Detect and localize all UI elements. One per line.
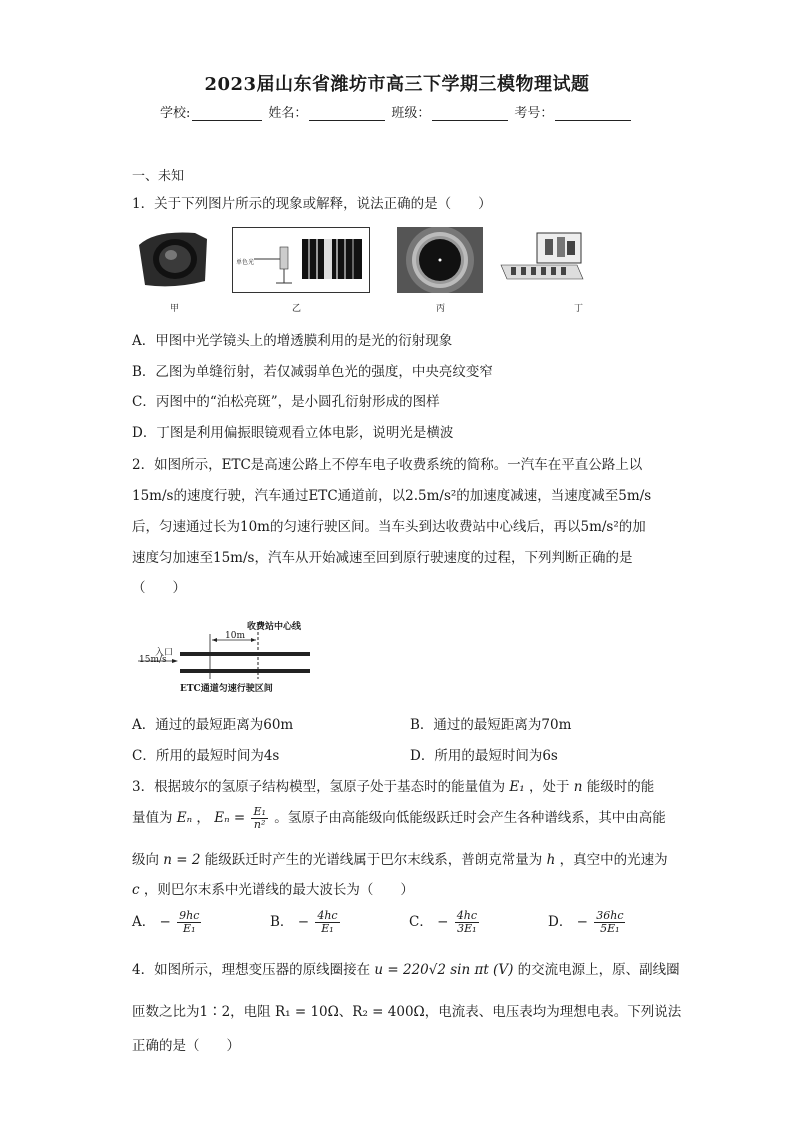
q3-option-d[interactable] bbox=[548, 910, 627, 935]
q3-option-d-sign: − bbox=[576, 914, 588, 930]
q3-option-c[interactable] bbox=[409, 910, 481, 935]
q3-text-1b: ，处于 bbox=[528, 779, 570, 795]
class-field[interactable] bbox=[432, 106, 508, 121]
q3-option-d-num: 36hc bbox=[596, 909, 624, 922]
q3-option-a-num: 9hc bbox=[179, 909, 200, 922]
q3-option-a-label: A． bbox=[132, 914, 156, 930]
q2-line-3: 后，匀速通过长为10m的匀速行驶区间。当车头到达收费站中心线后，再以5m/s²的加 bbox=[132, 519, 646, 535]
q3-text-2b: ， bbox=[196, 810, 210, 826]
q3-option-b-sign: − bbox=[297, 914, 310, 930]
school-field[interactable] bbox=[192, 106, 262, 121]
q3-option-b[interactable] bbox=[270, 910, 342, 935]
q1-fig-yi-label: 单色光 bbox=[236, 259, 255, 266]
q3-text-3a: 级向 bbox=[132, 852, 159, 868]
q2-speed-label: 15m/s bbox=[139, 655, 167, 665]
q3-text-3b: 能级跃迁时产生的光谱线属于巴尔末线系，普朗克常量为 bbox=[204, 852, 543, 868]
q1-figure-bing bbox=[397, 227, 483, 293]
q3-option-b-num: 4hc bbox=[317, 909, 338, 922]
q4-formula: u = 220√2 sin πt (V) bbox=[374, 962, 514, 978]
q3-text-3c: ，真空中的光速为 bbox=[559, 852, 668, 868]
q3-option-b-den: E₁ bbox=[321, 922, 334, 935]
q1-stem: 1．关于下列图片所示的现象或解释，说法正确的是（ ） bbox=[132, 196, 492, 212]
q3-en-eq: Eₙ = bbox=[214, 810, 246, 826]
q3-e1: E₁ bbox=[509, 779, 525, 795]
q2-option-c[interactable]: C．所用的最短时间为4s bbox=[132, 748, 280, 764]
q3-option-d-den: 5E₁ bbox=[600, 922, 620, 935]
q2-line-1: 2．如图所示，ETC是高速公路上不停车电子收费系统的简称。一汽车在平直公路上以 bbox=[132, 457, 643, 473]
q2-entry-label: 入口 bbox=[155, 648, 174, 658]
q3-line-4 bbox=[132, 878, 414, 898]
q3-c: c bbox=[132, 882, 140, 898]
q4-text-1a: 4．如图所示，理想变压器的原线圈接在 bbox=[132, 962, 371, 978]
q3-text-1a: 3．根据玻尔的氢原子结构模型，氢原子处于基态时的能量值为 bbox=[132, 779, 506, 795]
q2-zone-label: ETC通道匀速行驶区间 bbox=[180, 684, 273, 694]
q4-text-1b: 的交流电源上，原、副线圈 bbox=[517, 962, 680, 978]
q3-text-1c: 能级时的能 bbox=[586, 779, 655, 795]
q3-n2: n = 2 bbox=[163, 852, 201, 868]
q2-center-label: 收费站中心线 bbox=[247, 622, 302, 632]
q1-option-a[interactable]: A．甲图中光学镜头上的增透膜利用的是光的衍射现象 bbox=[132, 333, 453, 349]
q3-n: n bbox=[573, 779, 583, 795]
q3-frac-den: n² bbox=[253, 818, 266, 831]
class-label: 班级： bbox=[391, 106, 431, 121]
q1-caption-jia: 甲 bbox=[170, 304, 180, 314]
q1-caption-bing: 丙 bbox=[436, 304, 446, 314]
q3-option-b-label: B． bbox=[270, 914, 294, 930]
q3-option-d-label: D． bbox=[548, 914, 573, 930]
q3-text-4b: ，则巴尔末系中光谱线的最大波长为（ ） bbox=[143, 882, 414, 898]
q1-option-b[interactable]: B．乙图为单缝衍射，若仅减弱单色光的强度，中央亮纹变窄 bbox=[132, 364, 493, 380]
section-heading: 一、未知 bbox=[132, 169, 185, 184]
q3-text-2c: 。氢原子由高能级向低能级跃迁时会产生各种谱线系，其中由高能 bbox=[274, 810, 666, 826]
q1-option-d[interactable]: D．丁图是利用偏振眼镜观看立体电影，说明光是横波 bbox=[132, 425, 454, 441]
page-title: 2023届山东省潍坊市高三下学期三模物理试题 bbox=[204, 74, 590, 95]
q3-option-c-den: 3E₁ bbox=[457, 922, 477, 935]
q3-option-c-num: 4hc bbox=[456, 909, 477, 922]
q3-en: Eₙ bbox=[176, 810, 193, 826]
student-info-row bbox=[160, 102, 637, 121]
diffraction-pattern bbox=[302, 239, 362, 279]
q3-option-a-den: E₁ bbox=[183, 922, 196, 935]
number-label: 考号： bbox=[514, 106, 554, 121]
q1-caption-yi: 乙 bbox=[292, 304, 302, 314]
q4-line-1 bbox=[132, 958, 680, 978]
q3-line-1 bbox=[132, 775, 654, 795]
q2-option-d[interactable]: D．所用的最短时间为6s bbox=[410, 748, 558, 764]
q3-energy-fraction bbox=[251, 806, 267, 831]
q1-option-c[interactable]: C．丙图中的“泊松亮斑”，是小圆孔衍射形成的图样 bbox=[132, 394, 440, 410]
q3-h: h bbox=[546, 852, 556, 868]
number-field[interactable] bbox=[555, 106, 631, 121]
q3-option-c-sign: − bbox=[437, 914, 449, 930]
q3-option-c-label: C． bbox=[409, 914, 433, 930]
q3-line-2 bbox=[132, 806, 666, 831]
q3-text-2a: 量值为 bbox=[132, 810, 173, 826]
q2-option-b[interactable]: B．通过的最短距离为70m bbox=[410, 717, 572, 733]
q4-line-2: 匝数之比为1∶2，电阻 R₁ = 10Ω、R₂ = 400Ω，电流表、电压表均为理想电表。下列说法 bbox=[132, 1004, 682, 1020]
school-label: 学校: bbox=[160, 106, 191, 121]
q1-figure-jia bbox=[135, 225, 211, 293]
q4-line-3: 正确的是（ ） bbox=[132, 1038, 240, 1054]
name-label: 姓名： bbox=[268, 106, 308, 121]
q3-line-3 bbox=[132, 848, 668, 868]
name-field[interactable] bbox=[309, 106, 385, 121]
q2-line-5: （ ） bbox=[132, 580, 186, 596]
q2-line-2: 15m/s的速度行驶，汽车通过ETC通道前，以2.5m/s²的加速度减速，当速度减至5m/s bbox=[132, 488, 652, 504]
q3-option-a-sign: − bbox=[159, 914, 171, 930]
q3-frac-num: E₁ bbox=[253, 805, 266, 818]
q3-option-a[interactable] bbox=[132, 910, 203, 935]
q2-line-4: 速度匀加速至15m/s，汽车从开始减速至回到原行驶速度的过程，下列判断正确的是 bbox=[132, 550, 633, 566]
q1-caption-ding: 丁 bbox=[574, 304, 584, 314]
q2-distance-label: 10m bbox=[225, 631, 245, 641]
q2-option-a[interactable]: A．通过的最短距离为60m bbox=[132, 717, 294, 733]
q1-figure-ding bbox=[497, 225, 587, 293]
